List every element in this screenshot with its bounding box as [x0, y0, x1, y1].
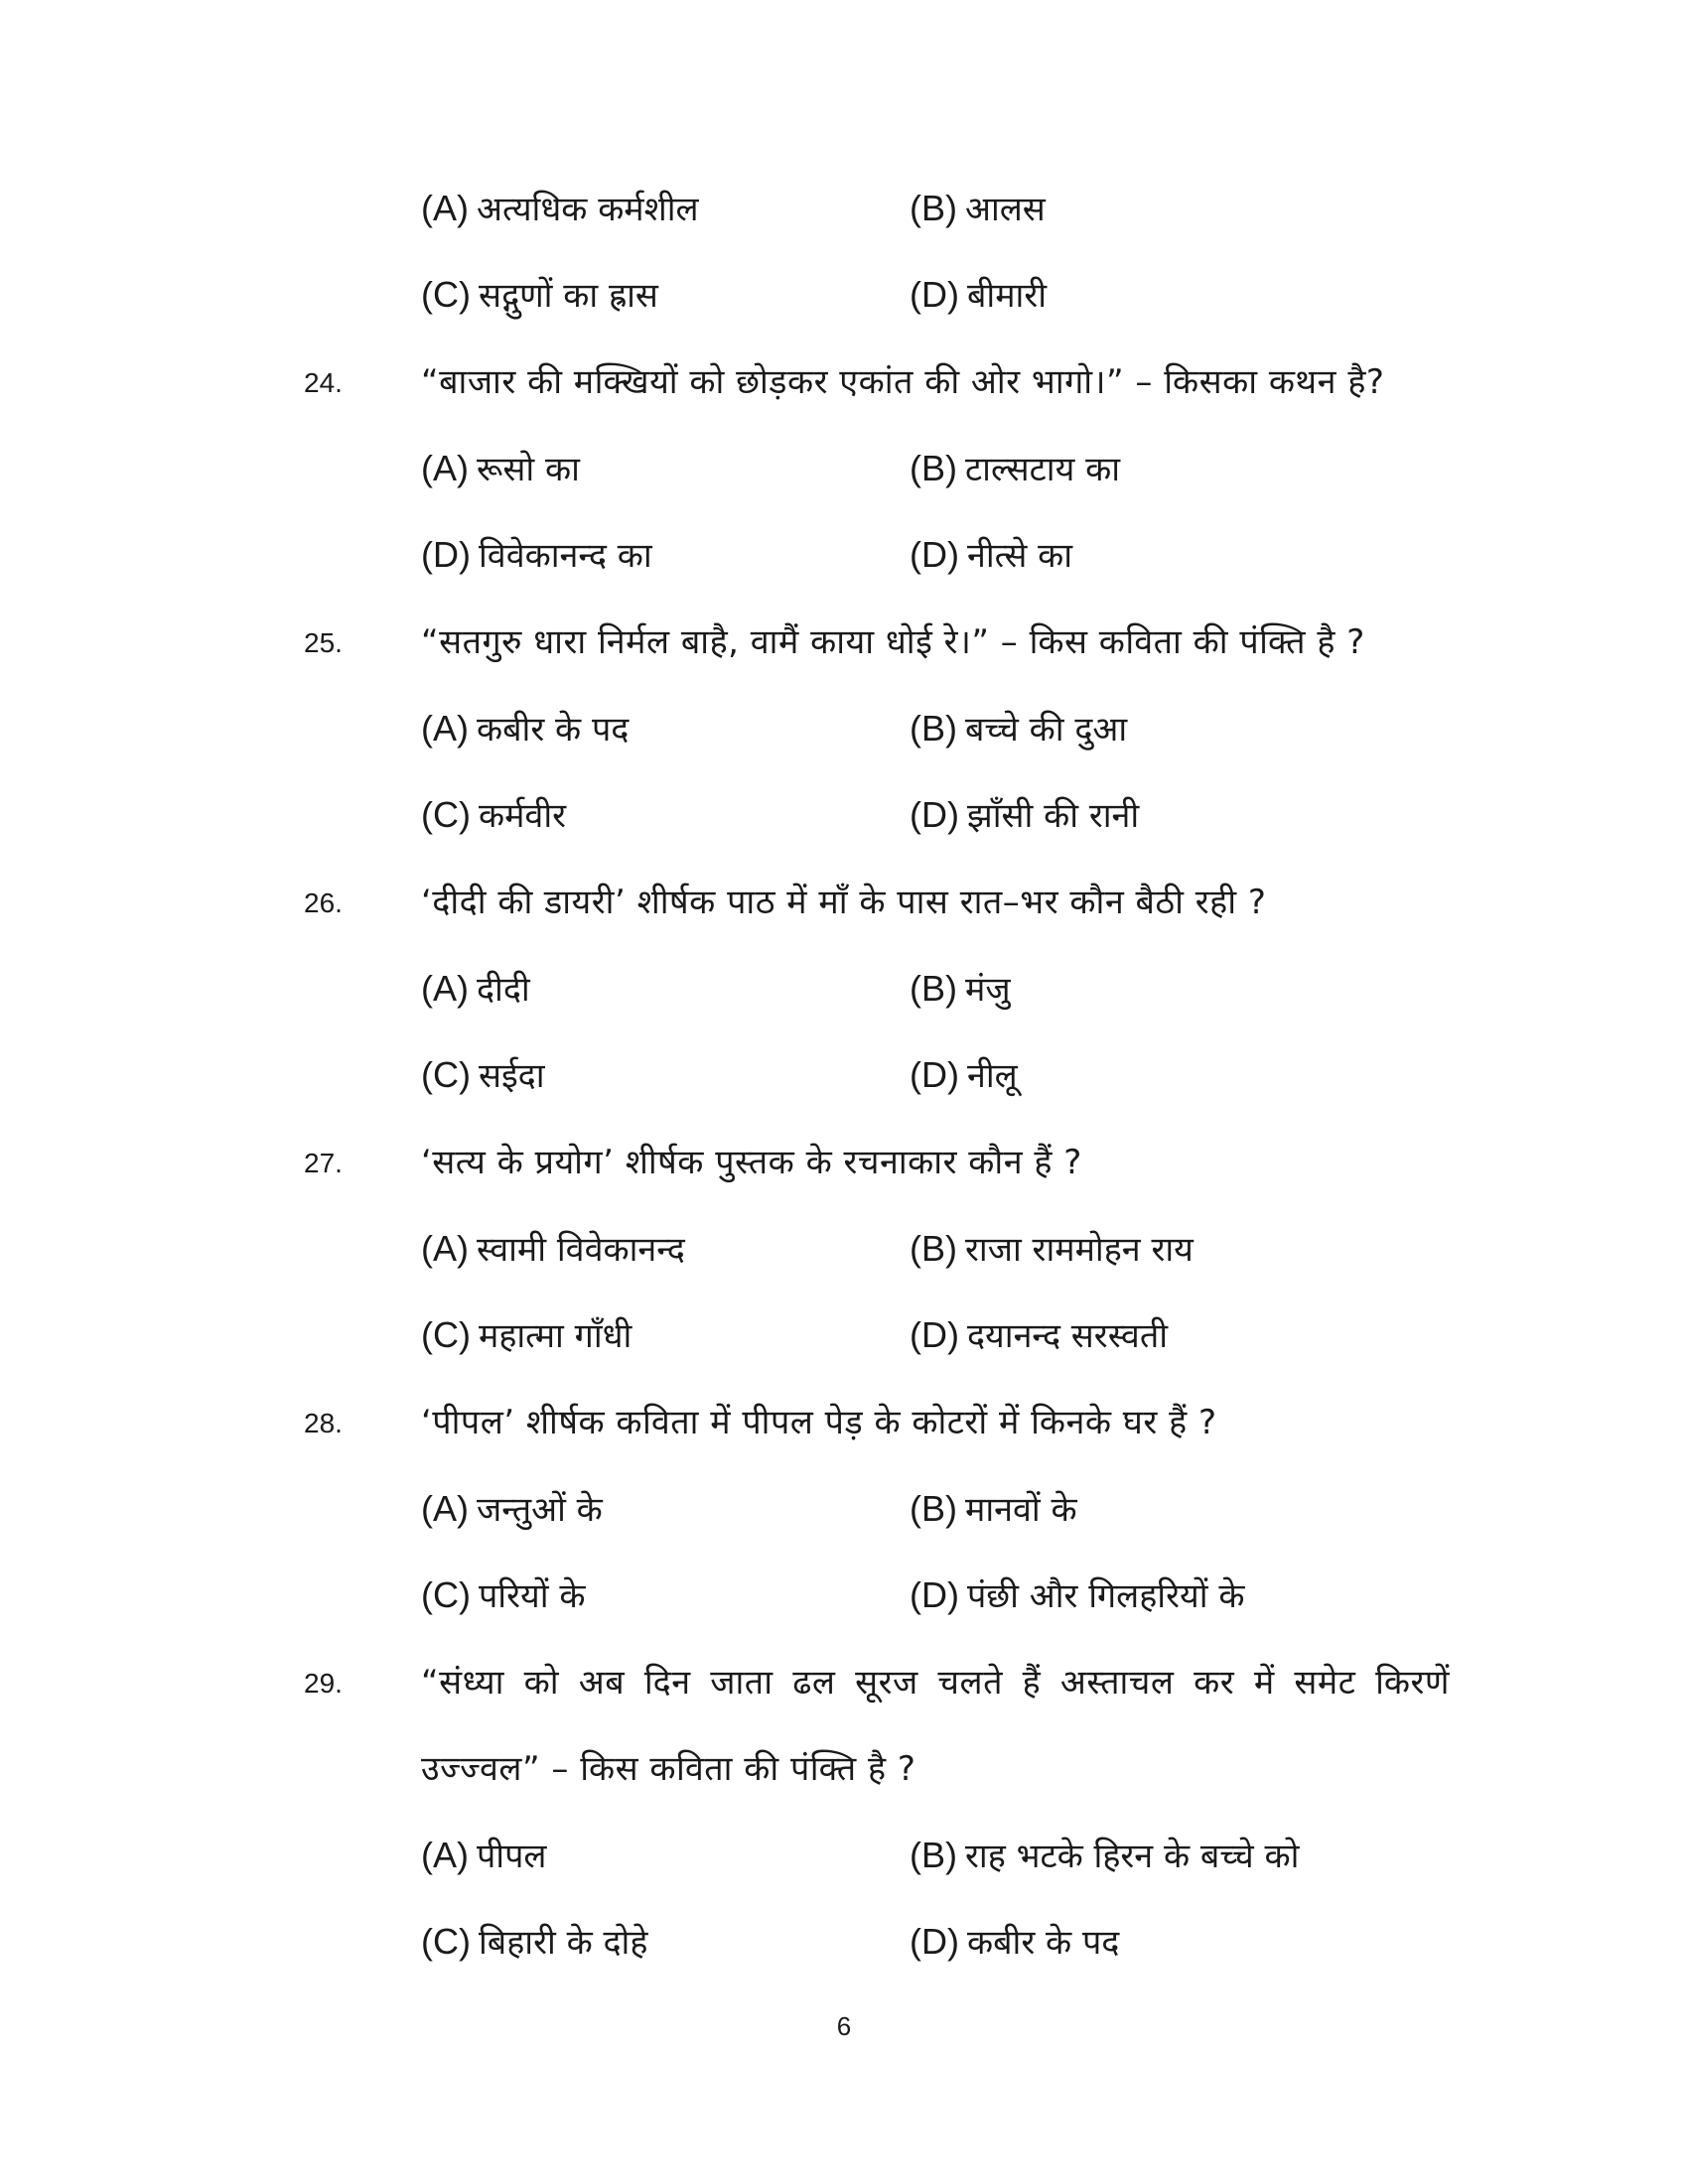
option: [421, 1918, 647, 1964]
question-number: 24.: [304, 367, 343, 398]
option-row: [0, 269, 1688, 329]
option-text: अत्यधिक कर्मशील: [477, 190, 699, 229]
option-text: कबीर के पद: [477, 710, 630, 750]
option-row: [0, 1223, 1688, 1283]
option: [910, 791, 1139, 837]
option: [910, 1832, 1299, 1877]
option-label: (D): [910, 1054, 959, 1095]
option: [421, 705, 629, 751]
option-label: (D): [910, 534, 959, 575]
option: [910, 965, 1011, 1011]
question-text: ‘दीदी की डायरी’ शीर्षक पाठ में माँ के पास रात–भर कौन बैठी रही ?: [421, 883, 1267, 922]
option: [910, 1225, 1194, 1271]
option-label: (B): [910, 188, 957, 228]
option-text: रूसो का: [477, 450, 580, 489]
option-row: [0, 703, 1688, 762]
option-label: (C): [421, 274, 471, 315]
question-text: “बाजार की मक्खियों को छोड़कर एकांत की ओर भागो।” – किसका कथन है?: [421, 362, 1385, 402]
option-text: परियों के: [478, 1576, 586, 1616]
option-label: (A): [421, 708, 469, 749]
question-text: “संध्या को अब दिन जाता ढल सूरज चलते हैं अस्ताचल कर में समेट किरणें: [421, 1663, 1450, 1703]
option: [910, 1311, 1168, 1357]
option-label: (A): [421, 1835, 469, 1875]
option-text: आलस: [965, 190, 1046, 229]
option: [910, 445, 1120, 490]
question-row: [0, 615, 1688, 675]
page-number: 6: [836, 2011, 852, 2041]
option: [421, 965, 530, 1011]
option-text: स्वामी विवेकानन्द: [477, 1230, 685, 1270]
option-text: कर्मवीर: [478, 796, 567, 836]
option: [421, 1485, 603, 1531]
option-label: (B): [910, 1488, 957, 1529]
option-row: [0, 1049, 1688, 1109]
option-text: बीमारी: [966, 276, 1048, 316]
option-label: (C): [421, 1314, 471, 1355]
question-text: उज्ज्वल” – किस कविता की पंक्ति है ?: [421, 1749, 916, 1789]
option: [910, 1918, 1119, 1964]
question-number: 28.: [304, 1408, 343, 1438]
option-label: (A): [421, 968, 469, 1009]
option-row: [0, 1570, 1688, 1629]
option-text: सद्गुणों का ह्रास: [478, 276, 658, 316]
question-row: [0, 355, 1688, 415]
option-label: (D): [910, 1921, 959, 1962]
option-row: [0, 963, 1688, 1023]
question-number: 26.: [304, 887, 343, 918]
option-row: [0, 443, 1688, 502]
option-text: महात्मा गाँधी: [478, 1316, 633, 1356]
option: [421, 1571, 585, 1617]
option-label: (D): [910, 274, 959, 315]
question-row: [0, 1656, 1688, 1715]
question-number: 29.: [304, 1668, 343, 1699]
option-label: (B): [910, 448, 957, 488]
question-text: ‘पीपल’ शीर्षक कविता में पीपल पेड़ के कोटरों में किनके घर हैं ?: [421, 1403, 1217, 1442]
option-row: [0, 1916, 1688, 1976]
option: [421, 185, 699, 230]
option-row: [0, 1309, 1688, 1369]
option-text: कबीर के पद: [966, 1923, 1120, 1963]
option-label: (D): [910, 1314, 959, 1355]
option-label: (A): [421, 188, 469, 228]
option-text: सईदा: [478, 1056, 545, 1096]
option-text: बिहारी के दोहे: [478, 1923, 648, 1963]
question-row: [0, 1136, 1688, 1195]
option-text: विवेकानन्द का: [478, 536, 652, 576]
option: [421, 791, 566, 837]
option-label: (B): [910, 968, 957, 1009]
option: [421, 1311, 632, 1357]
option: [421, 445, 580, 490]
option-label: (D): [910, 794, 959, 835]
option-row: [0, 183, 1688, 242]
option-row: [0, 529, 1688, 589]
option-text: बच्चे की दुआ: [965, 710, 1128, 750]
option-label: (C): [421, 794, 471, 835]
option-label: (C): [421, 1921, 471, 1962]
question-number: 25.: [304, 627, 343, 658]
option-text: राजा राममोहन राय: [965, 1230, 1194, 1270]
option-label: (C): [421, 1574, 471, 1615]
option-text: टाल्सटाय का: [965, 450, 1121, 489]
option-row: [0, 1483, 1688, 1543]
option-row: [0, 1830, 1688, 1889]
option-text: मंजु: [965, 970, 1011, 1010]
option-text: पीपल: [477, 1837, 547, 1876]
option-label: (B): [910, 708, 957, 749]
option: [421, 1832, 546, 1877]
question-row-continued: [0, 1742, 1688, 1802]
question-text: “सतगुरु धारा निर्मल बाहै, वामैं काया धोई रे।” – किस कविता की पंक्ति है ?: [421, 622, 1365, 662]
option-row: [0, 789, 1688, 849]
option-label: (A): [421, 448, 469, 488]
option: [910, 1571, 1244, 1617]
option-text: जन्तुओं के: [477, 1490, 603, 1530]
option: [421, 1225, 685, 1271]
option-label: (C): [421, 1054, 471, 1095]
option: [910, 1485, 1077, 1531]
option-text: दयानन्द सरस्वती: [966, 1316, 1169, 1356]
option-text: नीत्से का: [966, 536, 1073, 576]
option: [421, 1051, 545, 1097]
option-label: (D): [910, 1574, 959, 1615]
question-text: ‘सत्य के प्रयोग’ शीर्षक पुस्तक के रचनाकार कौन हैं ?: [421, 1143, 1082, 1182]
option: [910, 531, 1072, 577]
question-number: 27.: [304, 1148, 343, 1178]
option-label: (A): [421, 1228, 469, 1269]
option: [421, 271, 658, 317]
option-text: झाँसी की रानी: [966, 796, 1140, 836]
option: [421, 531, 652, 577]
option-text: नीलू: [966, 1056, 1018, 1096]
option: [910, 185, 1046, 230]
option-label: (B): [910, 1835, 957, 1875]
option-text: मानवों के: [965, 1490, 1077, 1530]
option-label: (B): [910, 1228, 957, 1269]
option-label: (D): [421, 534, 471, 575]
question-row: [0, 876, 1688, 935]
option-text: पंछी और गिलहरियों के: [966, 1576, 1245, 1616]
option-text: दीदी: [477, 970, 530, 1010]
option-label: (A): [421, 1488, 469, 1529]
option: [910, 1051, 1018, 1097]
question-row: [0, 1396, 1688, 1455]
option-text: राह भटके हिरन के बच्चे को: [965, 1837, 1300, 1876]
option: [910, 705, 1127, 751]
option: [910, 271, 1047, 317]
